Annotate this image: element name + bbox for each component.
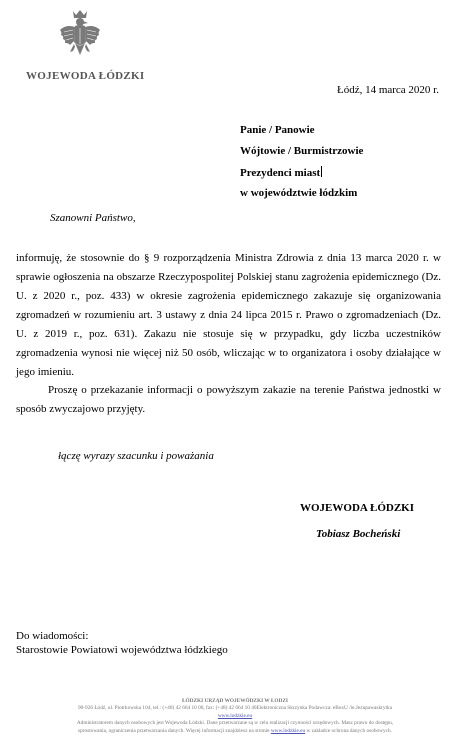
addressee-line: Wójtowie / Burmistrzowie xyxy=(240,145,364,157)
footer-privacy-line xyxy=(0,728,470,735)
footer-office: ŁÓDZKI URZĄD WOJEWÓDZKI W ŁODZI xyxy=(182,698,288,704)
body-paragraph: Proszę o przekazanie informacji o powyższym zakazie na terenie Państwa jednostki w sposób zwyczajowo przyjęty. xyxy=(16,384,441,415)
footer-privacy-line: Administratorem danych osobowych jest Wojewoda Łódzki. Dane przetwarzane są w celu realizacji czynności urzędowych. Masz prawo do dostępu, xyxy=(76,720,394,727)
signature-title: WOJEWODA ŁÓDZKI xyxy=(300,502,414,514)
footer-privacy-text: sprostowania, ograniczenia przetwarzania danych. Więcej informacji znajdziesz na stronie xyxy=(78,727,271,734)
addressee-line xyxy=(240,166,322,179)
polish-eagle-emblem-icon xyxy=(58,8,102,64)
letter-date: Łódź, 14 marca 2020 r. xyxy=(336,84,439,96)
footer-privacy-link[interactable]: www.lodzkie.eu xyxy=(270,727,306,734)
body-paragraph: informuję, że stosownie do § 9 rozporządzenia Ministra Zdrowia z dnia 13 marca 2020 r. w sprawie ogłoszenia na obszarze Rzeczypospolitej Polskiej stanu zagrożenia epidemicznego (Dz. U. z 2020 r., poz. 433) w okresie zagrożenia epidemicznego zakazuje się organizowania zgromadzeń w rozumieniu art. 3 ustawy z dnia 24 lipca 2015 r. Prawo o zgromadzeniach (Dz. U. z 2019 r., poz. 631). Zakazu nie stosuje się w przypadku, gdy liczba uczestników zgromadzenia wynosi nie więcej niż 50 osób, wliczając w to organizatora i osoby działające w jego imieniu. xyxy=(16,252,441,378)
footer xyxy=(0,698,470,735)
text-cursor xyxy=(321,166,322,177)
cc-recipient: Starostowie Powiatowi województwa łódzkiego xyxy=(16,644,228,656)
addressee-line: w województwie łódzkim xyxy=(240,187,358,199)
addressee-text: Prezydenci miast xyxy=(240,167,321,179)
footer-website-link[interactable]: www.lodzkie.eu xyxy=(217,712,253,719)
cc-label: Do wiadomości: xyxy=(16,630,89,642)
footer-address: 90-926 Łódź, ul. Piotrkowska 104, tel.: (+48) 42 664 10 00, fax: (+48) 42 664 10 40Elektroniczna Skrzynka Podawcza: eBoxU /ie.Jezupawaskrytka xyxy=(77,705,392,712)
issuer-name: WOJEWODA ŁÓDZKI xyxy=(26,70,145,82)
closing-phrase: łączę wyrazy szacunku i poważania xyxy=(58,450,214,462)
footer-privacy-text: w zakładce ochrona danych osobowych. xyxy=(305,727,392,734)
greeting: Szanowni Państwo, xyxy=(50,212,136,224)
signature-name: Tobiasz Bocheński xyxy=(316,528,401,540)
addressee-line: Panie / Panowie xyxy=(240,124,315,136)
